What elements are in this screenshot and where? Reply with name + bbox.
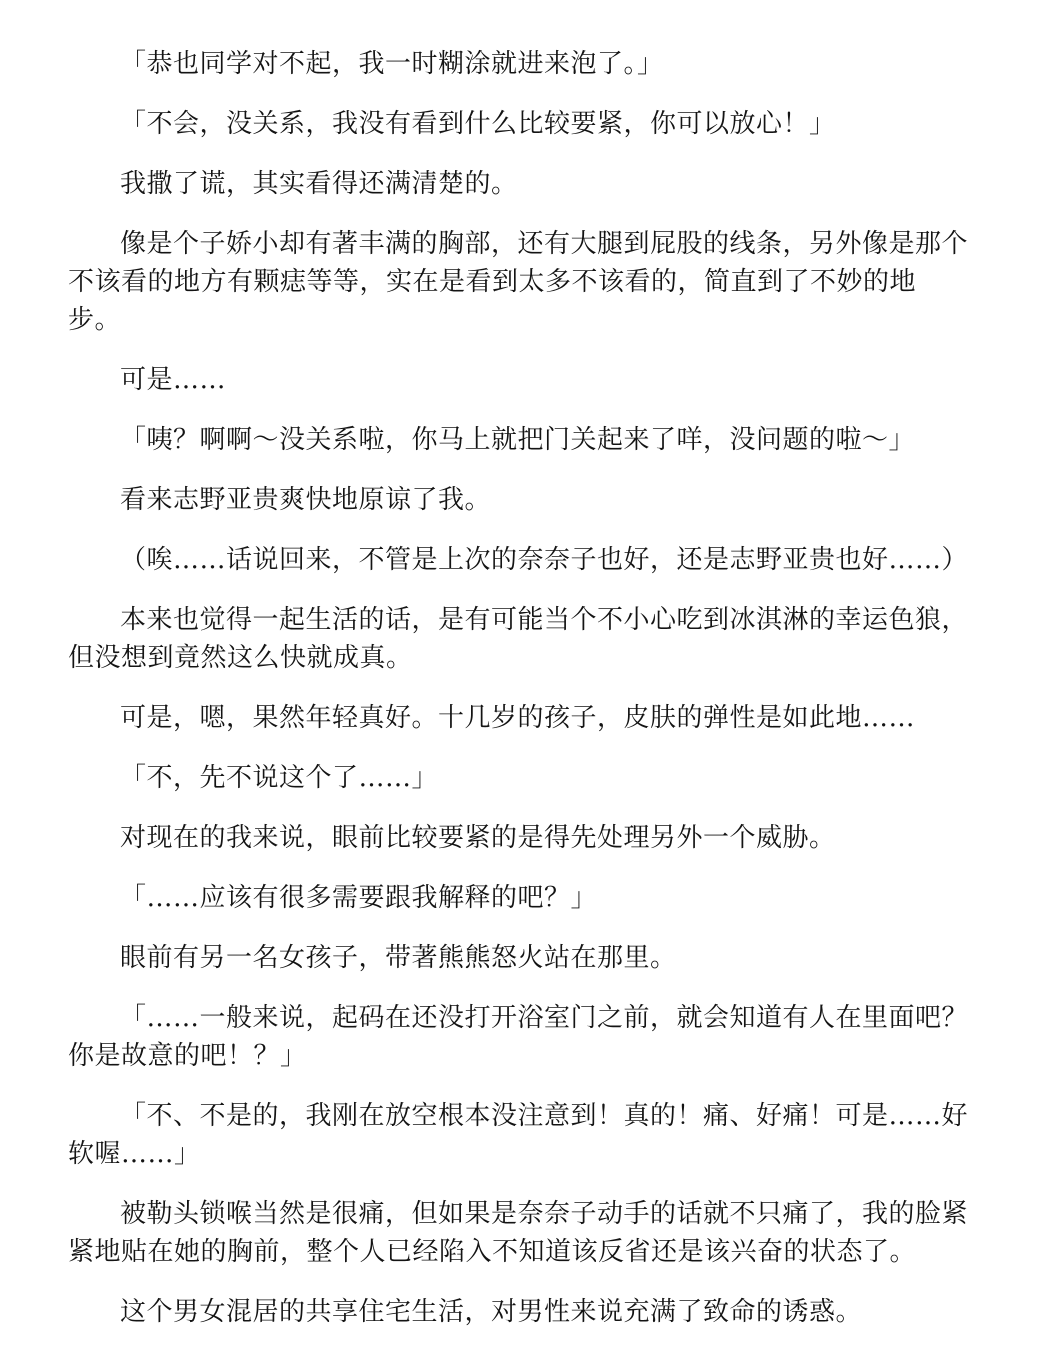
- paragraph-narration: 这个男女混居的共享住宅生活，对男性来说充满了致命的诱惑。: [120, 1297, 863, 1327]
- paragraph-dialogue: 「恭也同学对不起，我一时糊涂就进来泡了。」: [120, 49, 664, 79]
- paragraph-dialogue: 「不、不是的，我刚在放空根本没注意到！真的！痛、好痛！可是……好软喔……」: [68, 1101, 969, 1169]
- paragraph-narration: 本来也觉得一起生活的话，是有可能当个不小心吃到冰淇淋的幸运色狼，但没想到竟然这么快就成真。: [68, 605, 969, 673]
- paragraph-dialogue: 「……一般来说，起码在还没打开浴室门之前，就会知道有人在里面吧？你是故意的吧！？」: [68, 1003, 969, 1071]
- paragraph-narration: 看来志野亚贵爽快地原谅了我。: [120, 485, 492, 515]
- paragraph-narration: 可是，嗯，果然年轻真好。十几岁的孩子，皮肤的弹性是如此地……: [120, 703, 916, 733]
- paragraph-narration: 可是……: [120, 365, 227, 395]
- paragraph-narration: 被勒头锁喉当然是很痛，但如果是奈奈子动手的话就不只痛了，我的脸紧紧地贴在她的胸前，整个人已经陷入不知道该反省还是该兴奋的状态了。: [68, 1199, 969, 1267]
- paragraph-narration: 我撒了谎，其实看得还满清楚的。: [120, 169, 518, 199]
- paragraph-narration: 眼前有另一名女孩子，带著熊熊怒火站在那里。: [120, 943, 677, 973]
- paragraph-dialogue: 「不，先不说这个了……」: [120, 763, 439, 793]
- paragraph-narration: 对现在的我来说，眼前比较要紧的是得先处理另外一个威胁。: [120, 823, 836, 853]
- paragraph-dialogue: 「咦？啊啊～没关系啦，你马上就把门关起来了咩，没问题的啦～」: [120, 425, 916, 455]
- paragraph-dialogue: 「……应该有很多需要跟我解释的吧？」: [120, 883, 598, 913]
- paragraph-narration: 像是个子娇小却有著丰满的胸部，还有大腿到屁股的线条，另外像是那个不该看的地方有颗痣等等，实在是看到太多不该看的，简直到了不妙的地步。: [68, 229, 969, 335]
- paragraph-inner-thought: （唉……话说回来，不管是上次的奈奈子也好，还是志野亚贵也好……）: [120, 545, 969, 575]
- paragraph-dialogue: 「不会，没关系，我没有看到什么比较要紧，你可以放心！」: [120, 109, 836, 139]
